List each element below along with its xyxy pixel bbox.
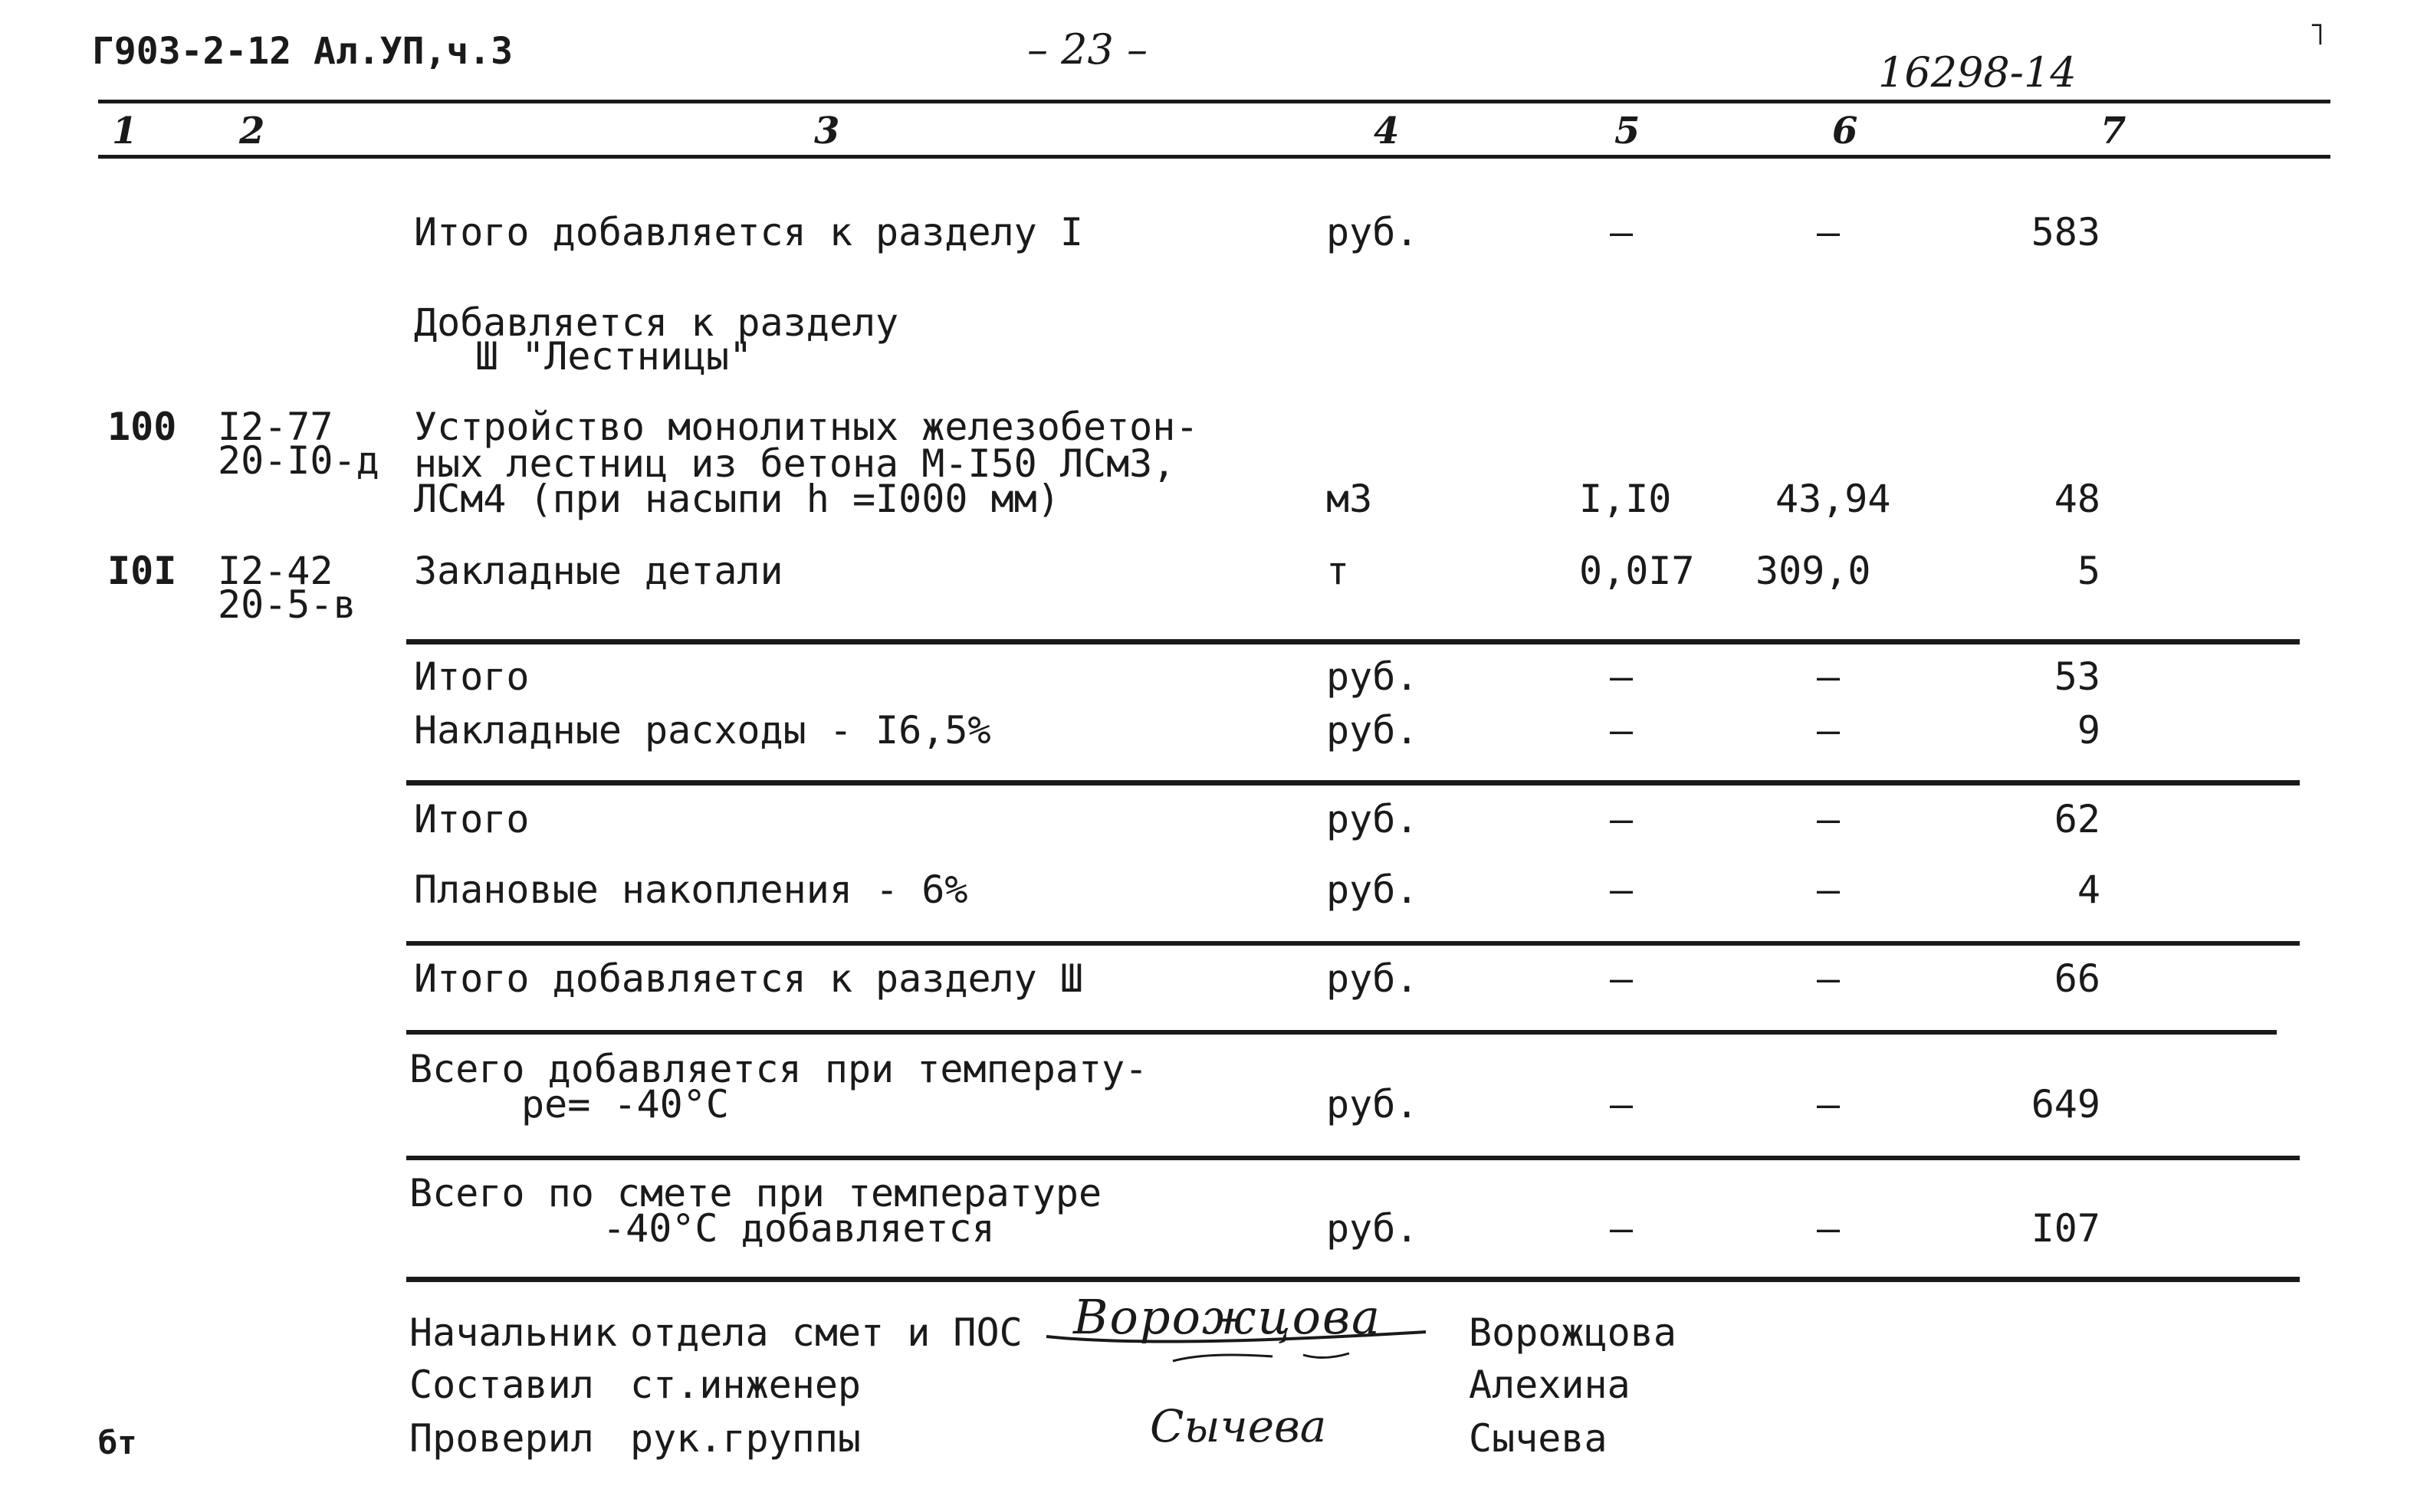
col-num-4: 4 [1374, 110, 1400, 153]
row-total: 4 [2077, 868, 2100, 912]
col-num-6: 6 [1832, 110, 1858, 153]
row-total: I07 [2031, 1206, 2100, 1251]
header-rule-top [98, 100, 2330, 103]
row-total: 62 [2054, 797, 2100, 841]
row-qty: – [1609, 1082, 1634, 1127]
signature-role: Начальник [409, 1310, 617, 1355]
row-qty: I,I0 [1579, 477, 1672, 521]
signature-position: рук.группы [630, 1416, 862, 1461]
row-total: 583 [2031, 210, 2100, 254]
row-price: – [1816, 708, 1841, 753]
row-unit: м3 [1326, 477, 1373, 521]
row-qty: – [1609, 956, 1634, 1001]
doc-code: Г903-2-12 Ал.УП,ч.3 [92, 30, 514, 73]
row-total: 48 [2054, 477, 2100, 521]
row-price: – [1816, 654, 1841, 699]
row-name-line1: Всего добавляется при температу- [409, 1047, 1148, 1091]
inventory-number: 16298-14 [1878, 48, 2077, 97]
row-price: – [1816, 868, 1841, 912]
row-name-line1: Добавляется к разделу [414, 300, 899, 345]
row-code-line1: I2-42 [218, 549, 333, 593]
section-rule [406, 780, 2300, 786]
row-price: – [1816, 1082, 1841, 1127]
row-unit: т [1326, 549, 1350, 593]
section-rule [406, 639, 2300, 644]
row-price: – [1816, 956, 1841, 1001]
signature-position: ст.инженер [630, 1363, 862, 1407]
row-name: Плановые накопления - 6% [414, 868, 968, 912]
row-code-line2: 20-I0-д [218, 438, 379, 483]
row-price: – [1816, 210, 1841, 254]
row-name-line1: Всего по смете при температуре [409, 1171, 1102, 1215]
row-qty: – [1609, 210, 1634, 254]
row-num: 100 [107, 405, 177, 449]
row-price: 43,94 [1775, 477, 1891, 521]
row-name-line2: ных лестниц из бетона М-I50 ЛСм3, [414, 441, 1176, 486]
row-total: 53 [2054, 654, 2100, 699]
row-unit: руб. [1326, 1082, 1419, 1127]
row-qty: – [1609, 708, 1634, 753]
col-num-2: 2 [239, 110, 265, 153]
row-qty: – [1609, 1206, 1634, 1251]
row-unit: руб. [1326, 797, 1419, 841]
signature-name: Сычева [1469, 1416, 1608, 1461]
row-name: Итого добавляется к разделу Ш [414, 956, 1083, 1001]
col-num-1: 1 [112, 110, 138, 153]
corner-mark: бт [98, 1424, 137, 1461]
section-rule [406, 941, 2300, 946]
row-unit: руб. [1326, 708, 1419, 753]
section-rule [406, 1030, 2277, 1035]
row-unit: руб. [1326, 654, 1419, 699]
row-qty: – [1609, 868, 1634, 912]
col-num-5: 5 [1614, 110, 1640, 153]
row-num: I0I [107, 549, 177, 593]
signature-role: Проверил [409, 1416, 594, 1461]
row-name: Итого [414, 654, 530, 699]
row-total: 66 [2054, 956, 2100, 1001]
row-price: – [1816, 797, 1841, 841]
row-name-line3: ЛСм4 (при насыпи h =I000 мм) [414, 477, 1060, 521]
row-qty: – [1609, 797, 1634, 841]
row-name: Итого добавляется к разделу I [414, 210, 1083, 254]
section-rule [406, 1277, 2300, 1282]
row-price: 309,0 [1755, 549, 1871, 593]
row-name-line2: -40°С добавляется [603, 1206, 995, 1251]
col-num-3: 3 [814, 110, 840, 153]
signature-underline [1043, 1326, 1441, 1372]
signature-name: Алехина [1469, 1363, 1630, 1407]
col-num-7: 7 [2100, 110, 2126, 153]
row-name: Накладные расходы - I6,5% [414, 708, 991, 753]
row-code-line1: I2-77 [218, 405, 333, 449]
handwritten-signature: Ворожцова [1073, 1289, 1382, 1345]
handwritten-signature: Сычева [1150, 1400, 1327, 1452]
row-unit: руб. [1326, 956, 1419, 1001]
row-name: Итого [414, 797, 530, 841]
row-unit: руб. [1326, 868, 1419, 912]
row-price: – [1816, 1206, 1841, 1251]
row-name-line2: ре= -40°С [521, 1082, 729, 1127]
page-number: – 23 – [1027, 25, 1148, 74]
header-rule-bottom [98, 155, 2330, 159]
row-code-line2: 20-5-в [218, 582, 356, 627]
row-unit: руб. [1326, 1206, 1419, 1251]
row-name-line2: Ш "Лестницы" [475, 334, 753, 379]
row-total: 5 [2077, 549, 2100, 593]
signature-name: Ворожцова [1469, 1310, 1676, 1355]
signature-position: отдела смет и ПОС [630, 1310, 1023, 1355]
section-rule [406, 1156, 2300, 1160]
signature-role: Составил [409, 1363, 594, 1407]
row-qty: – [1609, 654, 1634, 699]
row-total: 649 [2031, 1082, 2100, 1127]
row-name: Закладные детали [414, 549, 783, 593]
row-unit: руб. [1326, 210, 1419, 254]
row-name-line1: Устройство монолитных железобетон- [414, 405, 1199, 449]
row-total: 9 [2077, 708, 2100, 753]
corner-tick: ˥ [2307, 17, 2327, 52]
row-qty: 0,0I7 [1579, 549, 1695, 593]
